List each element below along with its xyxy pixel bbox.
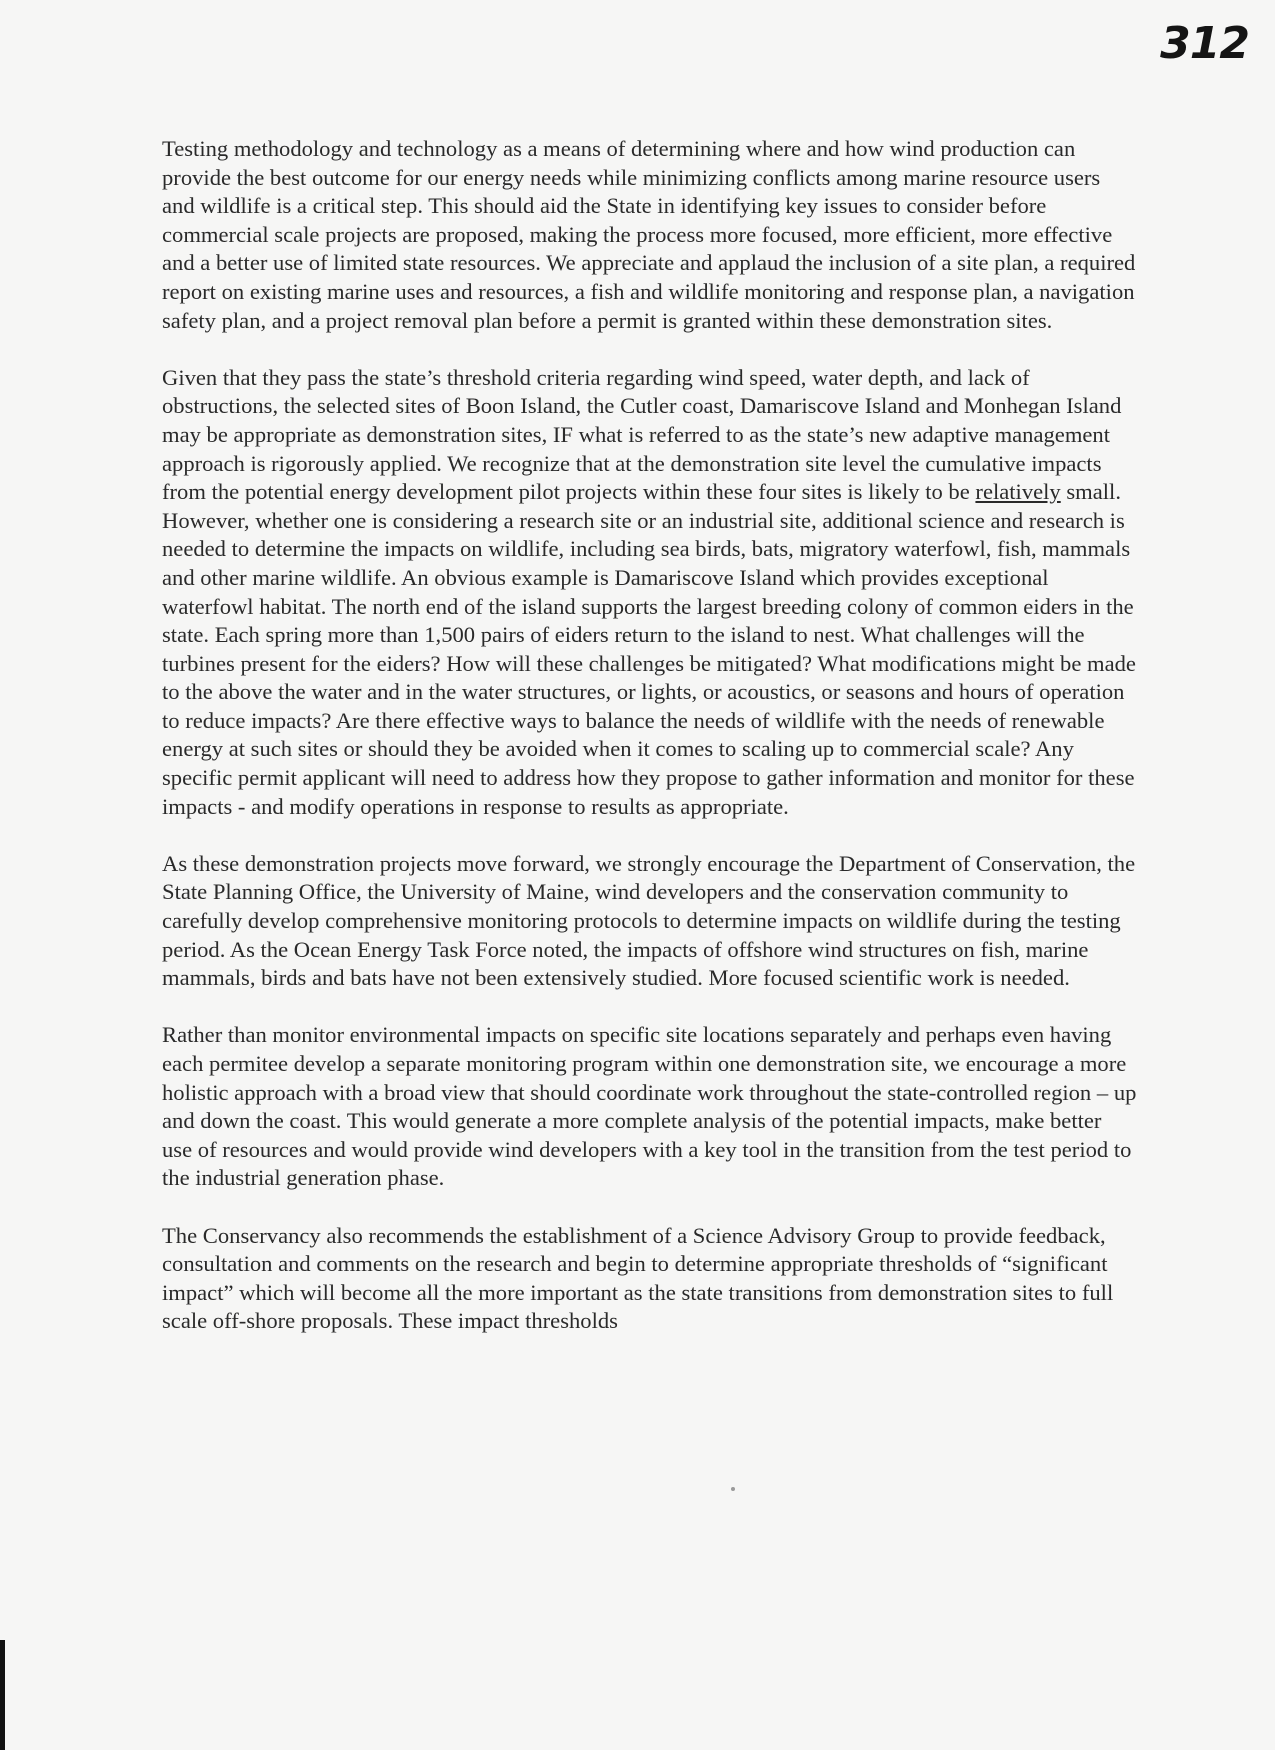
paragraph-text: The Conservancy also recommends the establishment of a Science Advisory Group to provide feedback, consultation and comments on the research and begin to determine appropriate thresholds of “significant impact” which will become all the more important as the state transitions from demonstration sites to full scale off-shore proposals. These impact thresholds bbox=[162, 1222, 1114, 1334]
paragraph-3 bbox=[162, 850, 1137, 993]
paragraph-text: Rather than monitor environmental impacts on specific site locations separately and perhaps even having each permitee develop a separate monitoring program within one demonstration site, we encourage a more holistic approach with a broad view that should coordinate work throughout the state-controlled region – up and down the coast. This would generate a more complete analysis of the potential impacts, make better use of resources and would provide wind developers with a key tool in the transition from the test period to the industrial generation phase. bbox=[162, 1022, 1137, 1191]
paragraph-4 bbox=[162, 1021, 1137, 1193]
scan-speck bbox=[731, 1487, 735, 1491]
underlined-text: relatively bbox=[975, 479, 1061, 505]
scan-edge-mark bbox=[0, 1640, 5, 1750]
paragraph-text: As these demonstration projects move forward, we strongly encourage the Department of Conservation, the State Planning Office, the University of Maine, wind developers and the conservation community to carefully develop comprehensive monitoring protocols to determine impacts on wildlife during the testing period. As the Ocean Energy Task Force noted, the impacts of offshore wind structures on fish, marine mammals, birds and bats have not been extensively studied. More focused scientific work is needed. bbox=[162, 850, 1136, 991]
letter-body bbox=[162, 135, 1137, 1365]
paragraph-text: Testing methodology and technology as a means of determining where and how wind production can provide the best outcome for our energy needs while minimizing conflicts among marine resource users and wildlife is a critical step. This should aid the State in identifying key issues to consider before commercial scale projects are proposed, making the process more focused, more efficient, more effective and a better use of limited state resources. We appreciate and applaud the inclusion of a site plan, a required report on existing marine uses and resources, a fish and wildlife monitoring and response plan, a navigation safety plan, and a project removal plan before a permit is granted within these demonstration sites. bbox=[162, 136, 1136, 333]
paragraph-1 bbox=[162, 135, 1137, 335]
paragraph-text: small. However, whether one is considering a research site or an industrial site, additional science and research is needed to determine the impacts on wildlife, including sea birds, bats, migratory waterfowl, fish, mammals and other marine wildlife. An obvious example is Damariscove Island which provides exceptional waterfowl habitat. The north end of the island supports the largest breeding colony of common eiders in the state. Each spring more than 1,500 pairs of eiders return to the island to nest. What challenges will the turbines present for the eiders? How will these challenges be mitigated? What modifications might be made to the above the water and in the water structures, or lights, or acoustics, or seasons and hours of operation to reduce impacts? Are there effective ways to balance the needs of wildlife with the needs of renewable energy at such sites or should they be avoided when it comes to scaling up to commercial scale? Any specific permit applicant will need to address how they propose to gather information and monitor for these impacts - and modify operations in response to results as appropriate. bbox=[162, 479, 1136, 819]
paragraph-text: Given that they pass the state’s threshold criteria regarding wind speed, water depth, and lack of obstructions, the selected sites of Boon Island, the Cutler coast, Damariscove Island and Monhegan Island may be appropriate as demonstration sites, IF what is referred to as the state’s new adaptive management approach is rigorously applied. We recognize that at the demonstration site level the cumulative impacts from the potential energy development pilot projects within these four sites is likely to be bbox=[162, 364, 1122, 505]
paragraph-5 bbox=[162, 1222, 1137, 1336]
handwritten-page-number: 312 bbox=[1160, 18, 1249, 69]
paragraph-2 bbox=[162, 364, 1137, 822]
